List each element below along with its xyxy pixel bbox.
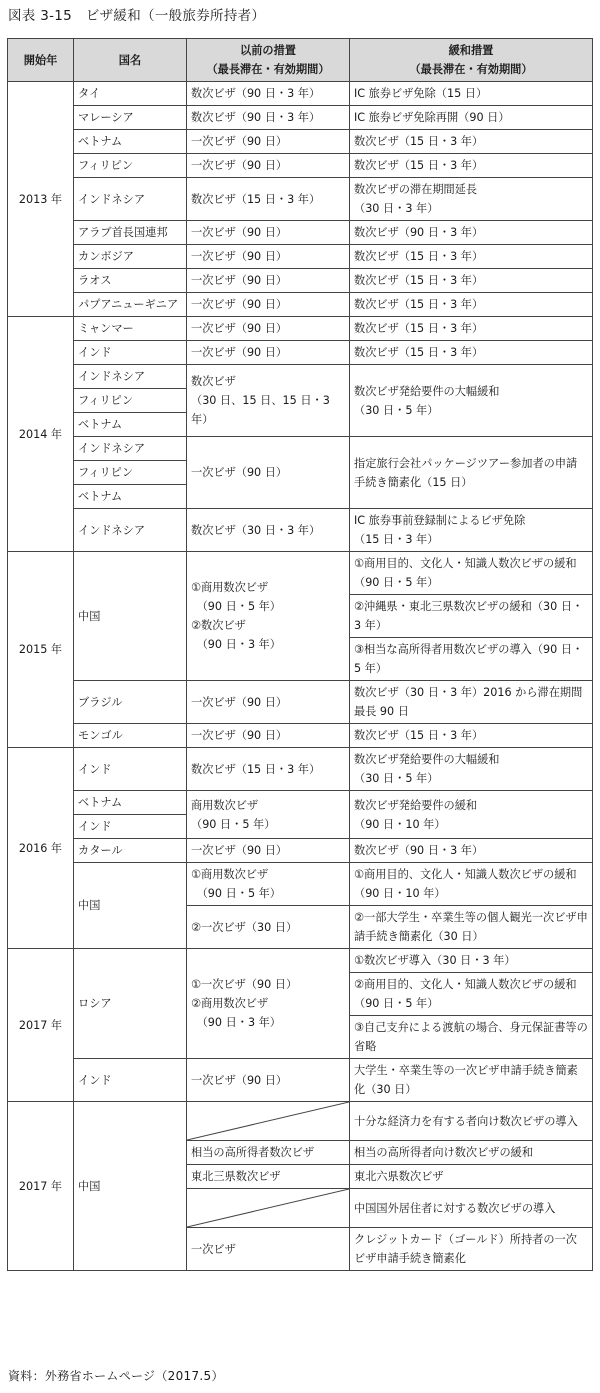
relaxed-cell: 数次ビザ（15 日・3 年） [350,293,593,317]
country-cell: カタール [74,839,187,863]
year-2014: 2014 年 [8,317,74,552]
relaxed-cell: ②沖縄県・東北三県数次ビザの緩和（30 日・3 年） [350,595,593,638]
country-cell: フィリピン [74,154,187,178]
previous-cell: 数次ビザ （30 日、15 日、15 日・3 年） [187,365,350,437]
empty-diagonal-cell [187,1102,350,1141]
relaxed-cell: IC 旅券ビザ免除（15 日） [350,82,593,106]
table-row [8,245,593,269]
year-2017: 2017 年 [8,949,74,1102]
previous-cell: 一次ビザ（90 日） [187,245,350,269]
country-cell: インドネシア [74,178,187,221]
relaxed-cell: 数次ビザ（15 日・3 年） [350,269,593,293]
previous-cell: 一次ビザ（90 日） [187,317,350,341]
country-cell: モンゴル [74,724,187,748]
table-row [8,317,593,341]
relaxed-cell: ③相当な高所得者用数次ビザの導入（90 日・5 年） [350,638,593,681]
previous-cell: 一次ビザ（90 日） [187,221,350,245]
country-cell: 中国 [74,863,187,949]
header-previous: 以前の措置 （最長滞在・有効期間） [187,39,350,82]
relaxed-cell: 中国国外居住者に対する数次ビザの導入 [350,1189,593,1228]
previous-cell: 一次ビザ（90 日） [187,1059,350,1102]
country-cell: ベトナム [74,413,187,437]
country-cell: インド [74,1059,187,1102]
country-cell: パプアニューギニア [74,293,187,317]
relaxed-cell: クレジットカード（ゴールド）所持者の一次ビザ申請手続き簡素化 [350,1228,593,1271]
country-cell: カンボジア [74,245,187,269]
relaxed-cell: ①商用目的、文化人・知識人数次ビザの緩和（90 日・10 年） [350,863,593,906]
table-row [8,341,593,365]
country-cell: ミャンマー [74,317,187,341]
previous-cell: 一次ビザ（90 日） [187,681,350,724]
table-row [8,154,593,178]
previous-cell: 一次ビザ（90 日） [187,437,350,509]
year-2015: 2015 年 [8,552,74,748]
country-cell: タイ [74,82,187,106]
relaxed-cell: ③自己支弁による渡航の場合、身元保証書等の省略 [350,1016,593,1059]
relaxed-cell: ①商用目的、文化人・知識人数次ビザの緩和（90 日・5 年） [350,552,593,595]
table-row [8,791,593,815]
previous-cell: 一次ビザ [187,1228,350,1271]
header-row [8,39,593,82]
relaxed-cell: IC 旅券ビザ免除再開（90 日） [350,106,593,130]
previous-cell: 一次ビザ（90 日） [187,341,350,365]
table-row [8,293,593,317]
table-row [8,1059,593,1102]
header-country: 国名 [74,39,187,82]
table-row [8,681,593,724]
table-row [8,748,593,791]
relaxed-cell: 数次ビザ（15 日・3 年） [350,341,593,365]
relaxed-cell: 数次ビザ（15 日・3 年） [350,154,593,178]
relaxed-cell: 数次ビザ（90 日・3 年） [350,839,593,863]
previous-cell: ①商用数次ビザ （90 日・5 年） ②数次ビザ （90 日・3 年） [187,552,350,681]
country-cell: インド [74,748,187,791]
country-cell: インドネシア [74,365,187,389]
previous-cell: 数次ビザ（30 日・3 年） [187,509,350,552]
previous-cell: 一次ビザ（90 日） [187,154,350,178]
table-row [8,437,593,461]
country-cell: ラオス [74,269,187,293]
previous-cell: 一次ビザ（90 日） [187,293,350,317]
previous-cell: ②一次ビザ（30 日） [187,906,350,949]
relaxed-cell: 数次ビザ（15 日・3 年） [350,317,593,341]
relaxed-cell: 十分な経済力を有する者向け数次ビザの導入 [350,1102,593,1141]
previous-cell: 数次ビザ（90 日・3 年） [187,82,350,106]
country-cell: ロシア [74,949,187,1059]
previous-cell: 東北三県数次ビザ [187,1165,350,1189]
country-cell: ベトナム [74,791,187,815]
previous-cell: 数次ビザ（15 日・3 年） [187,178,350,221]
visa-relaxation-table [7,38,593,1271]
empty-diagonal-cell [187,1189,350,1228]
previous-cell: 一次ビザ（90 日） [187,724,350,748]
relaxed-cell: 数次ビザ（15 日・3 年） [350,130,593,154]
year-2016: 2016 年 [8,748,74,949]
country-cell: 中国 [74,1102,187,1271]
relaxed-cell: 数次ビザ（15 日・3 年） [350,245,593,269]
relaxed-cell: 相当の高所得者向け数次ビザの緩和 [350,1141,593,1165]
relaxed-cell: 数次ビザの滞在期間延長 （30 日・3 年） [350,178,593,221]
country-cell: フィリピン [74,461,187,485]
previous-cell: 数次ビザ（90 日・3 年） [187,106,350,130]
country-cell: フィリピン [74,389,187,413]
previous-cell: ①一次ビザ（90 日） ②商用数次ビザ （90 日・3 年） [187,949,350,1059]
country-cell: ベトナム [74,130,187,154]
relaxed-cell: 東北六県数次ビザ [350,1165,593,1189]
table-row [8,365,593,389]
relaxed-cell: 指定旅行会社パッケージツアー参加者の申請手続き簡素化（15 日） [350,437,593,509]
relaxed-cell: IC 旅券事前登録制によるビザ免除 （15 日・3 年） [350,509,593,552]
relaxed-cell: ①数次ビザ導入（30 日・3 年） [350,949,593,973]
table-row [8,178,593,221]
relaxed-cell: 数次ビザ発給要件の緩和 （90 日・10 年） [350,791,593,839]
table-row [8,106,593,130]
relaxed-cell: 大学生・卒業生等の一次ビザ申請手続き簡素化（30 日） [350,1059,593,1102]
table-row [8,552,593,595]
table-row [8,839,593,863]
previous-cell: 数次ビザ（15 日・3 年） [187,748,350,791]
relaxed-cell: 数次ビザ（30 日・3 年）2016 から滞在期間最長 90 日 [350,681,593,724]
previous-cell: 一次ビザ（90 日） [187,839,350,863]
table-row [8,269,593,293]
source-note: 資料：外務省ホームページ（2017.5） [8,1369,224,1383]
table-row [8,82,593,106]
year-2013: 2013 年 [8,82,74,317]
country-cell: インド [74,815,187,839]
table-row [8,130,593,154]
previous-cell: 商用数次ビザ （90 日・5 年） [187,791,350,839]
relaxed-cell: 数次ビザ（90 日・3 年） [350,221,593,245]
table-row [8,509,593,552]
relaxed-cell: ②商用目的、文化人・知識人数次ビザの緩和（90 日・5 年） [350,973,593,1016]
country-cell: マレーシア [74,106,187,130]
country-cell: アラブ首長国連邦 [74,221,187,245]
country-cell: インドネシア [74,509,187,552]
country-cell: 中国 [74,552,187,681]
header-relaxed: 緩和措置 （最長滞在・有効期間） [350,39,593,82]
figure-title: 図表 3-15 ビザ緩和（一般旅券所持者） [8,8,266,24]
table-row [8,949,593,973]
table-row [8,221,593,245]
year-2017-b: 2017 年 [8,1102,74,1271]
relaxed-cell: ②一部大学生・卒業生等の個人観光一次ビザ申請手続き簡素化（30 日） [350,906,593,949]
header-year: 開始年 [8,39,74,82]
table-row [8,863,593,906]
relaxed-cell: 数次ビザ（15 日・3 年） [350,724,593,748]
previous-cell: 相当の高所得者数次ビザ [187,1141,350,1165]
table-row [8,1102,593,1141]
country-cell: インド [74,341,187,365]
previous-cell: 一次ビザ（90 日） [187,269,350,293]
country-cell: インドネシア [74,437,187,461]
country-cell: ベトナム [74,485,187,509]
relaxed-cell: 数次ビザ発給要件の大幅緩和 （30 日・5 年） [350,748,593,791]
country-cell: ブラジル [74,681,187,724]
relaxed-cell: 数次ビザ発給要件の大幅緩和 （30 日・5 年） [350,365,593,437]
previous-cell: 一次ビザ（90 日） [187,130,350,154]
table-row [8,724,593,748]
previous-cell: ①商用数次ビザ （90 日・5 年） [187,863,350,906]
